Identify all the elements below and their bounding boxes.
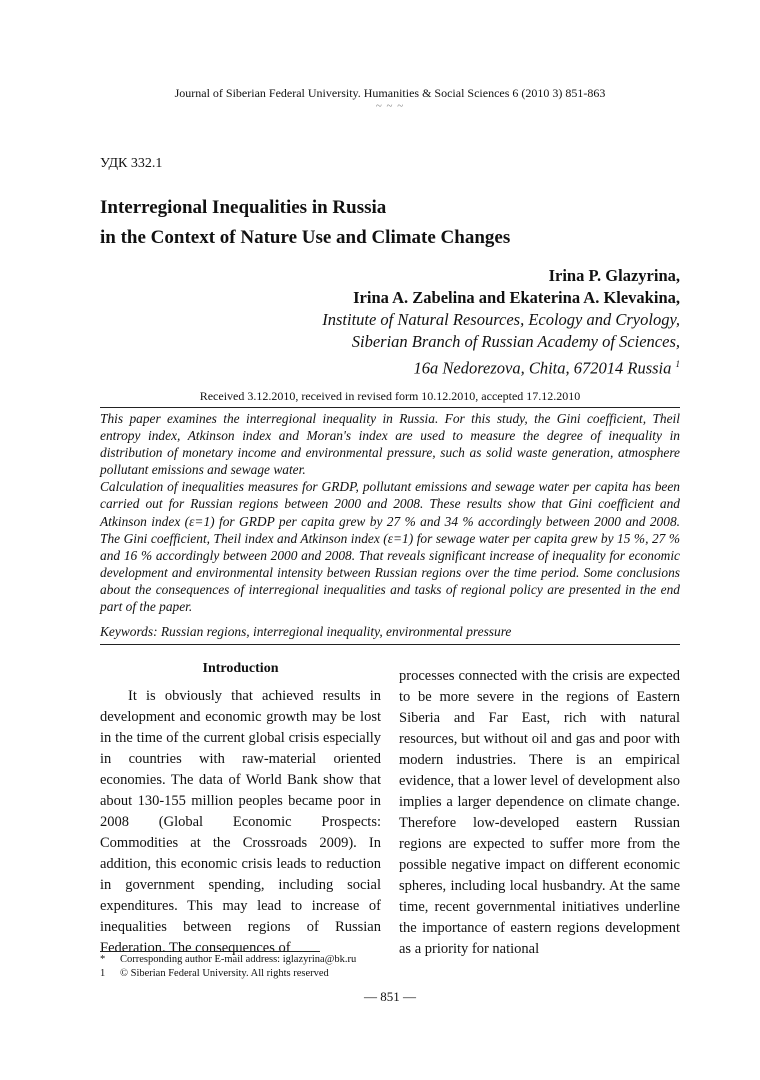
- footnote-1: [100, 953, 356, 967]
- intro-paragraph-left: It is obviously that achieved results in development and economic growth may be lost in the time of the current global crisis especially in countries with raw-material oriented economies. The data of World Bank show that about 130-155 million peoples became poor in 2008 (Global Economic Prospects: Commodities at the Crossroads 2009). In addition, this economic crisis leads to reduction in government spending, including social expenditures. This may lead to increase of inequalities between regions of Russian Federation. The consequences of: [100, 688, 381, 956]
- journal-header: Journal of Siberian Federal University. Humanities & Social Sciences 6 (2010 3) 851-863: [174, 86, 606, 100]
- author-line-1: Irina P. Glazyrina,: [548, 266, 680, 285]
- affiliation-line-3: [80, 353, 680, 380]
- footnote-1-text: Corresponding author E-mail address: iglazyrina@bk.ru: [120, 954, 357, 965]
- column-left: [100, 660, 381, 959]
- page-number: — 851 —: [364, 989, 416, 1004]
- title-line-2: in the Context of Nature Use and Climate Changes: [100, 227, 511, 248]
- affiliation-address: 16a Nedorezova, Chita, 672014 Russia: [413, 358, 672, 378]
- paper-title: [100, 193, 700, 253]
- keywords: Keywords: Russian regions, interregional inequality, environmental pressure: [100, 624, 512, 639]
- author-block: [80, 265, 680, 380]
- affiliation-footnote-mark: 1: [675, 359, 680, 369]
- abstract-paragraph-2: Calculation of inequalities measures for GRDP, pollutant emissions and sewage water per capita has been carried out for Russian regions between 2000 and 2008. These results show that Gini coefficient and Atkinson index (ε=1) for GRDP per capita grew by 27 % and 34 % accordingly between 2000 and 2008. The Gini coefficient, Theil index and Atkinson index (ε=1) for sewage water per capita grew by 15 %, 27 % and 16 % accordingly between 2000 and 2008. That reveals significant increase of inequality for economic development and environmental intensity between Russian regions over the time period. Some conclusions about the consequences of interregional inequalities and tasks of regional policy are presented in the end part of the paper.: [100, 479, 680, 615]
- footnote-2-text: © Siberian Federal University. All rights reserved: [120, 968, 329, 979]
- affiliation-line-1: Institute of Natural Resources, Ecology and Cryology,: [322, 310, 680, 329]
- footnote-1-mark: *: [100, 954, 106, 965]
- author-line-2: Irina A. Zabelina and Ekaterina A. Klevakina,: [353, 288, 680, 307]
- footnote-rule: [100, 951, 320, 952]
- abstract: [100, 410, 680, 615]
- header-ornament: ~ ~ ~: [375, 100, 405, 112]
- udk-code: УДК 332.1: [100, 156, 163, 171]
- abstract-top-rule: [100, 407, 680, 408]
- intro-paragraph-right: processes connected with the crisis are expected to be more severe in the regions of Eastern Siberia and Far East, rich with natural resources, but without oil and gas and poor with modern industries. There is an empirical evidence, that a lower level of development also implies a larger dependence on climate change. Therefore low-developed eastern Russian regions are expected to suffer more from the possible negative impact on different economic spheres, including local husbandry. At the same time, recent governmental initiatives underline the importance of eastern regions development as a priority for national: [399, 668, 680, 957]
- abstract-paragraph-1: This paper examines the interregional inequality in Russia. For this study, the Gini coefficient, Theil entropy index, Atkinson index and Moran's index are used to measure the degree of inequality in distribution of monetary income and environmental pressure, such as solid waste generation, atmosphere pollutant emissions and sewage water.: [100, 411, 680, 478]
- abstract-bottom-rule: [100, 644, 680, 645]
- section-heading-introduction: Introduction: [202, 661, 279, 676]
- footnote-2-mark: 1: [100, 968, 106, 979]
- footnote-2: [100, 967, 329, 981]
- affiliation-line-2: Siberian Branch of Russian Academy of Sciences,: [351, 332, 680, 351]
- title-line-1: Interregional Inequalities in Russia: [100, 197, 387, 218]
- received-dates: Received 3.12.2010, received in revised form 10.12.2010, accepted 17.12.2010: [199, 389, 581, 403]
- column-right: [399, 666, 680, 960]
